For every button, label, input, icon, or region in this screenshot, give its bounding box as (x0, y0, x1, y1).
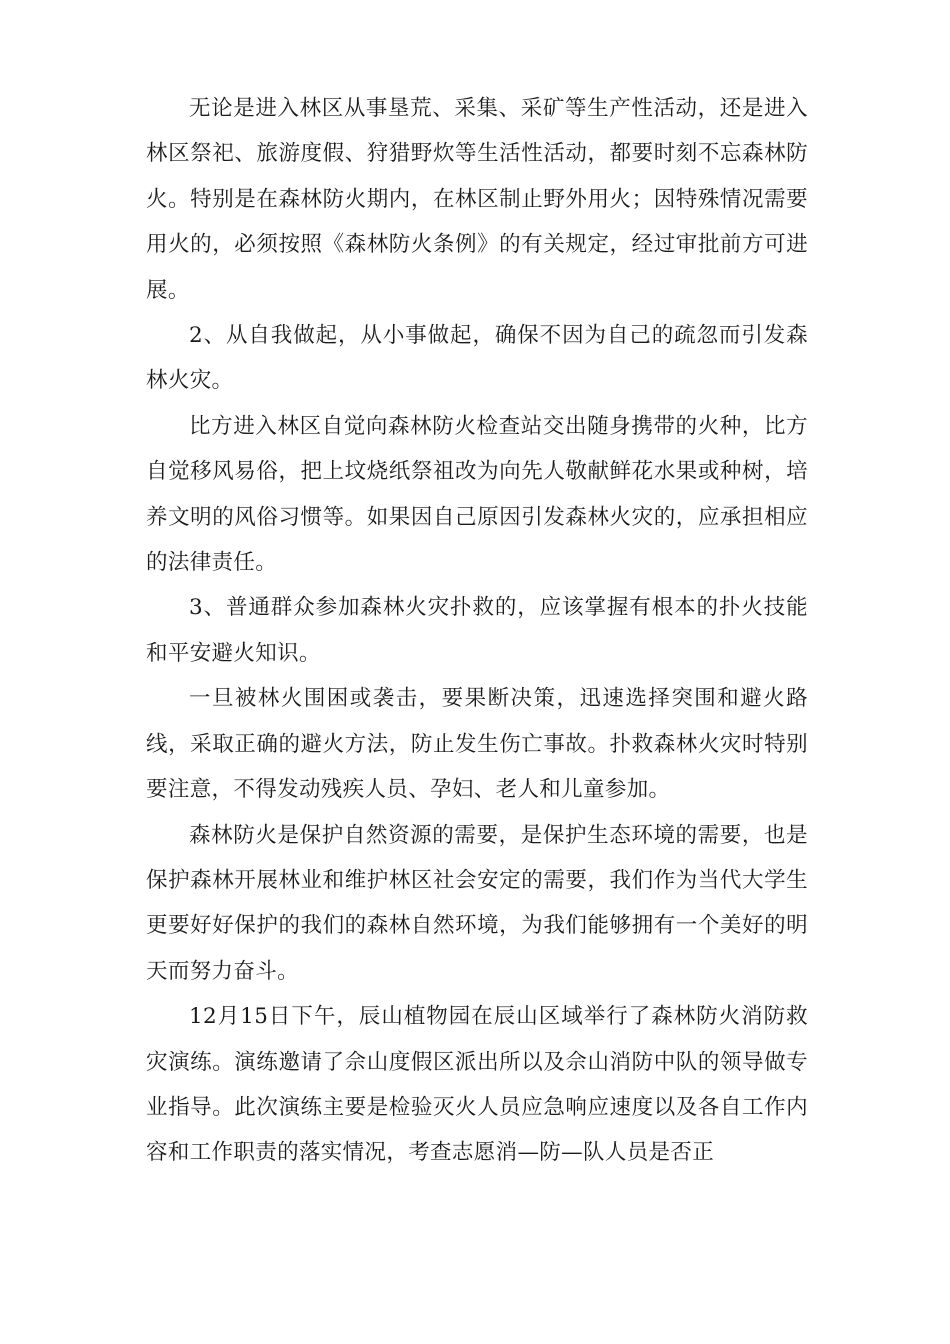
document-body (146, 86, 808, 1176)
paragraph-examples: 比方进入林区自觉向森林防火检查站交出随身携带的火种，比方自觉移风易俗，把上坟烧纸祭祖改为向先人敬献鲜花水果或种树，培养文明的风俗习惯等。如果因自己原因引发森林火灾的，应承担相应的法律责任。 (146, 413, 808, 576)
paragraph-point-2: 2、从自我做起，从小事做起，确保不因为自己的疏忽而引发森林火灾。 (146, 323, 808, 394)
paragraph-fire-prevention-activities: 无论是进入林区从事垦荒、采集、采矿等生产性活动，还是进入林区祭祀、旅游度假、狩猎野炊等生活性活动，都要时刻不忘森林防火。特别是在森林防火期内，在林区制止野外用火；因特殊情况需要用火的，必须按照《森林防火条例》的有关规定，经过审批前方可进展。 (146, 96, 808, 303)
paragraph-escape-guidance: 一旦被林火围困或袭击，要果断决策，迅速选择突围和避火路线，采取正确的避火方法，防止发生伤亡事故。扑救森林火灾时特别要注意，不得发动残疾人员、孕妇、老人和儿童参加。 (146, 686, 808, 803)
paragraph-point-3: 3、普通群众参加森林火灾扑救的，应该掌握有根本的扑火技能和平安避火知识。 (146, 595, 808, 666)
paragraph-drill-report: 12月15日下午，辰山植物园在辰山区域举行了森林防火消防救灾演练。演练邀请了佘山度假区派出所以及佘山消防中队的领导做专业指导。此次演练主要是检验灭火人员应急响应速度以及各自工作内容和工作职责的落实情况，考查志愿消—防—队人员是否正 (146, 1004, 808, 1166)
paragraph-conclusion: 森林防火是保护自然资源的需要，是保护生态环境的需要，也是保护森林开展林业和维护林区社会安定的需要，我们作为当代大学生更要好好保护的我们的森林自然环境，为我们能够拥有一个美好的明天而努力奋斗。 (146, 822, 808, 984)
